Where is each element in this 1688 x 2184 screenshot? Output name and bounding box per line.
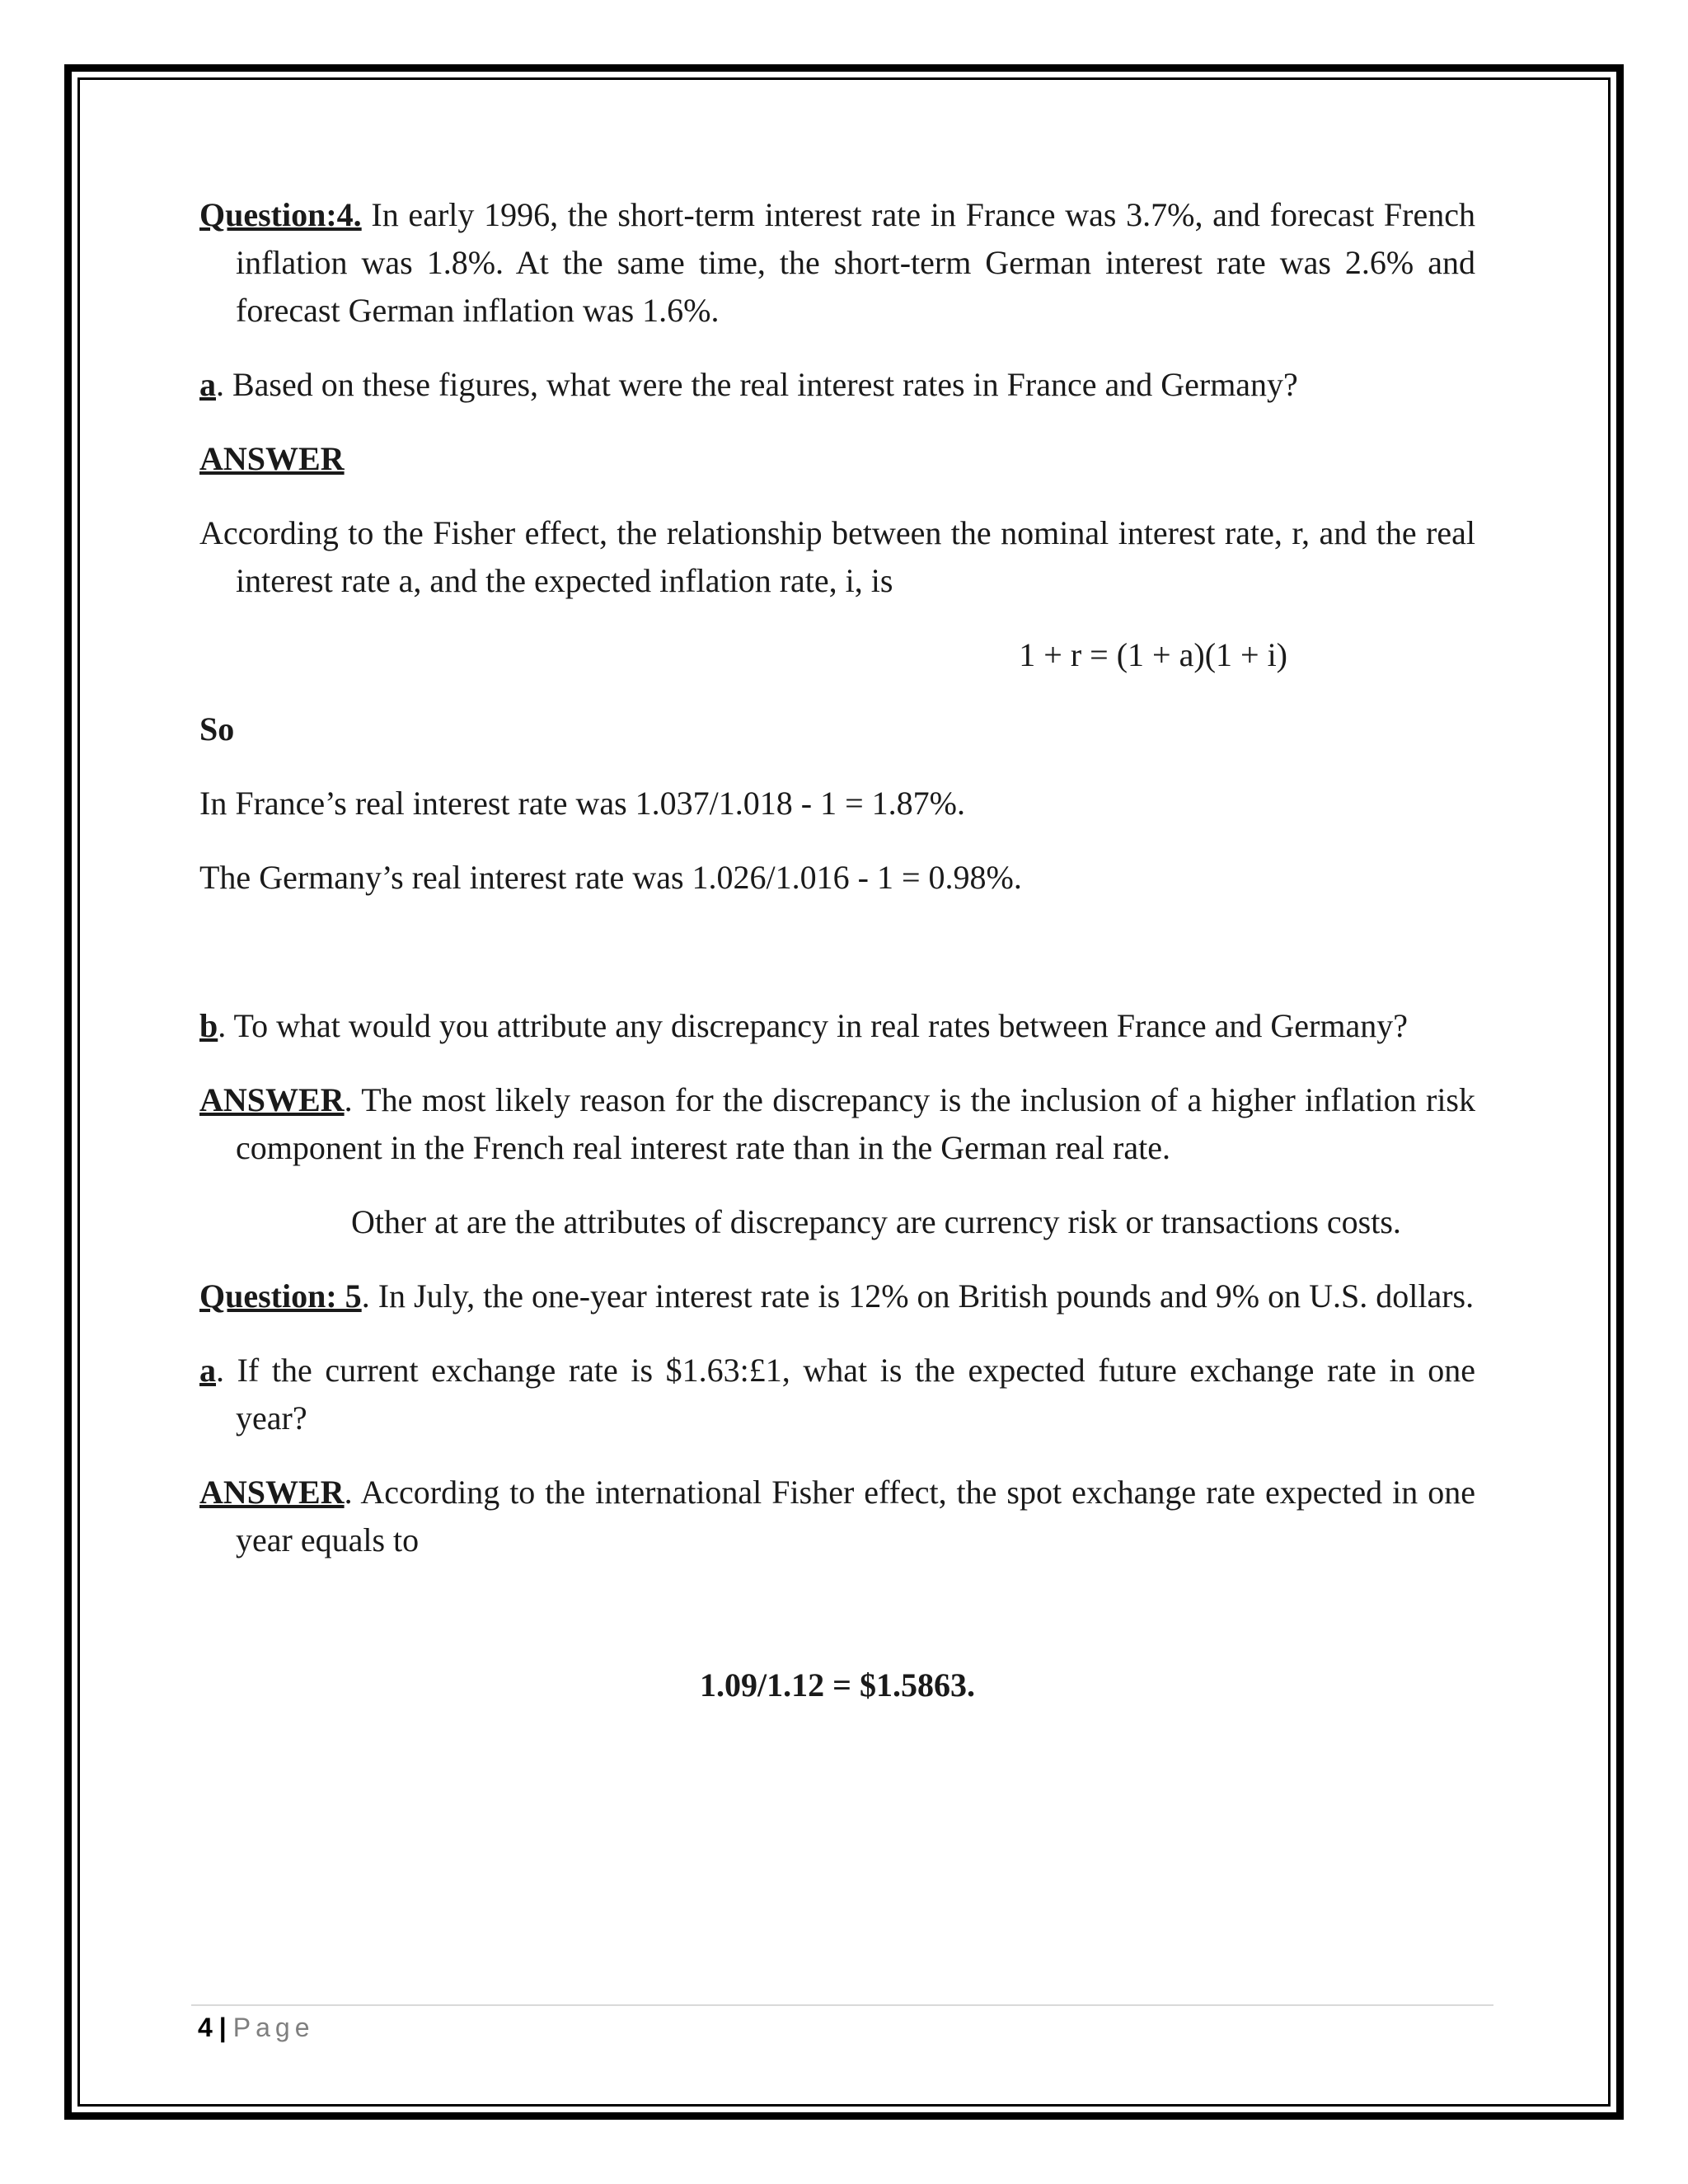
fisher-formula: 1 + r = (1 + a)(1 + i) — [1019, 636, 1287, 673]
germany-real-rate: The Germany’s real interest rate was 1.026/1.016 - 1 = 0.98%. — [199, 859, 1022, 896]
question-5-text: . In July, the one-year interest rate is 12% on British pounds and 9% on U.S. dollars. — [361, 1277, 1475, 1315]
question-5 — [199, 1272, 1475, 1320]
answer-heading-label: ANSWER — [199, 440, 345, 477]
question-5a-text: . If the current exchange rate is $1.63:£1, what is the expected future exchange rate in one year? — [216, 1352, 1475, 1436]
question-4 — [199, 191, 1475, 335]
question-5-label: Question: 5 — [199, 1277, 362, 1315]
question-4a-text: . Based on these figures, what were the real interest rates in France and Germany? — [216, 366, 1298, 403]
footer-separator: | — [218, 2013, 227, 2042]
question-4b-answer-label: ANSWER — [199, 1081, 345, 1118]
question-5a-label: a — [199, 1352, 216, 1389]
question-4b-answer-text: . The most likely reason for the discrepancy is the inclusion of a higher inflation risk component in the French real interest rate than in the German real rate. — [236, 1081, 1475, 1166]
question-4b-label: b — [199, 1007, 218, 1044]
question-4a-label: a — [199, 366, 216, 403]
question-4b-answer — [199, 1076, 1475, 1172]
question-4b-text: . To what would you attribute any discrepancy in real rates between France and Germany? — [218, 1007, 1408, 1044]
answer-heading — [199, 435, 1475, 483]
question-5a-answer-text: . According to the international Fisher effect, the spot exchange rate expected in one year equals to — [236, 1474, 1475, 1558]
page-label: Page — [232, 2013, 315, 2042]
footer-divider — [191, 2004, 1493, 2006]
question-5a-answer — [199, 1469, 1475, 1564]
question-4-label: Question:4. — [199, 196, 362, 233]
spacer — [199, 928, 1475, 1002]
question-5a-answer-label: ANSWER — [199, 1474, 345, 1511]
page-number: 4 — [198, 2013, 213, 2042]
question-5a — [199, 1347, 1475, 1442]
fisher-effect-text: According to the Fisher effect, the relationship between the nominal interest rate, r, and the real interest rate a, and the expected inflation rate, i, is — [199, 514, 1475, 599]
page-footer — [198, 2011, 314, 2044]
question-4-text: In early 1996, the short-term interest rate in France was 3.7%, and forecast French inflation was 1.8%. At the same time, the short-term German interest rate was 2.6% and forecast German inflation was 1.6%. — [236, 196, 1475, 329]
exchange-rate-result: 1.09/1.12 = $1.5863. — [700, 1666, 975, 1704]
so-label: So — [199, 710, 235, 748]
other-attributes: Other at are the attributes of discrepancy are currency risk or transactions costs. — [351, 1203, 1401, 1240]
question-4a — [199, 361, 1475, 409]
document-body — [199, 191, 1475, 1709]
france-real-rate: In France’s real interest rate was 1.037/1.018 - 1 = 1.87%. — [199, 785, 965, 822]
question-4b — [199, 1002, 1475, 1050]
